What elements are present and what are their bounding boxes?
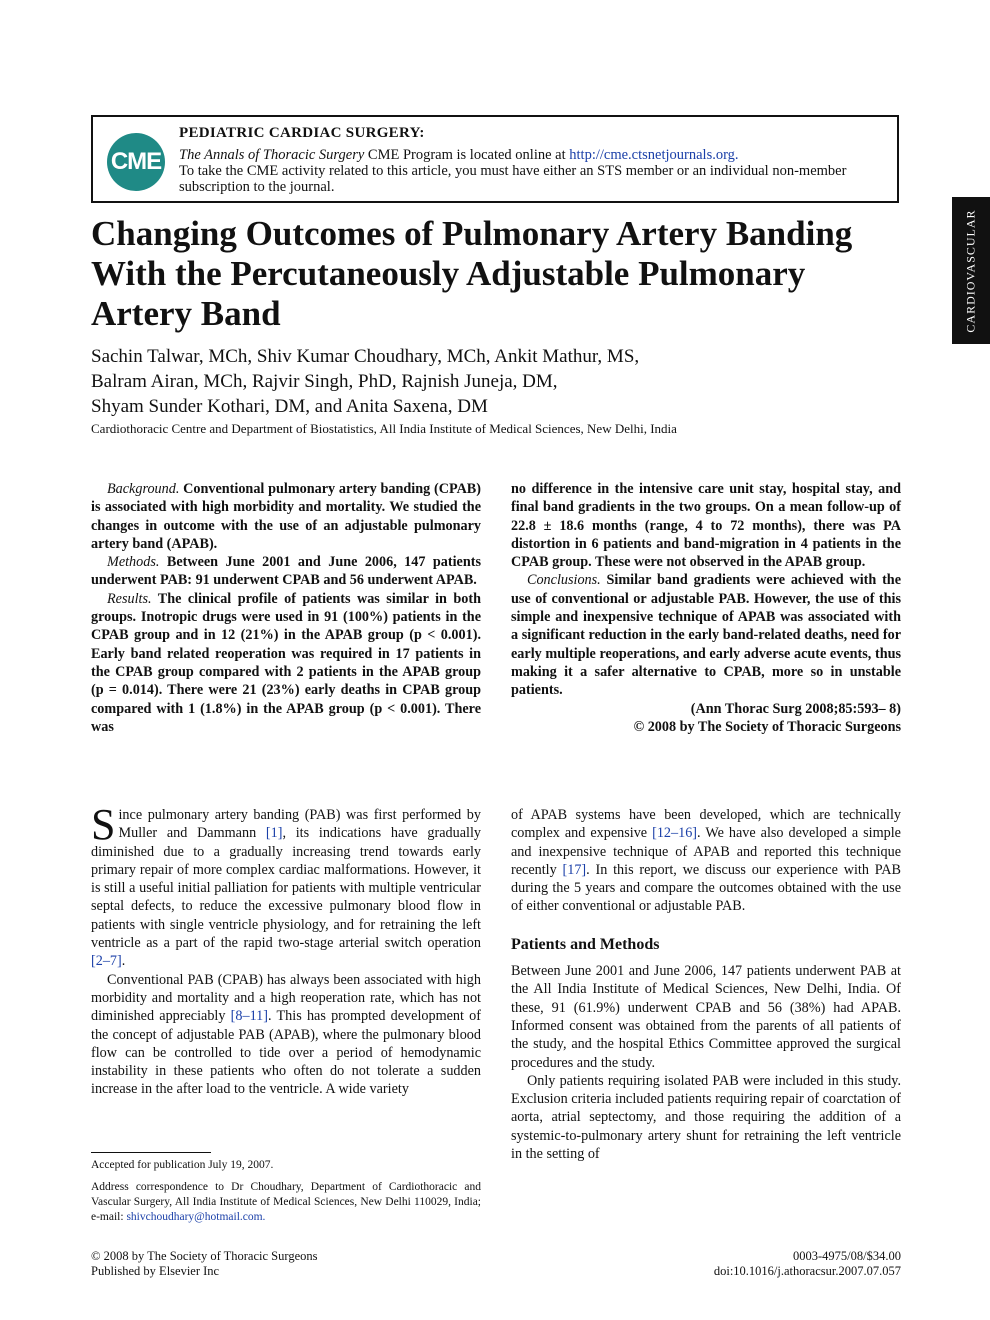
intro-text-a: ince pulmonary artery banding (PAB) was first performed by Muller and Dammann xyxy=(118,807,481,842)
abstract-citation: (Ann Thorac Surg 2008;85:593– 8) xyxy=(690,700,901,717)
methods-paragraph-1: Between June 2001 and June 2006, 147 patients underwent PAB at the All India Institute of Medical Sciences, New Delhi, India. Of these, 91 (61.9%) underwent CPAB and 56 (38%) had APAB. Informed consent was obtained from the parents of all patients of the study, and the hospital Ethics Committee approved the surgical procedures and the study. xyxy=(511,963,901,1071)
p2-text-b: . This has prompted development of the concept of adjustable PAB (APAB), where the pulmonary blood flow can be controlled to tide over a period of hemodynamic instability in these patients who often do not tolerate a sudden increase in the after load to the ventricle. A wide variety xyxy=(91,1008,481,1098)
section-side-tab xyxy=(952,197,990,344)
cme-title: PEDIATRIC CARDIAC SURGERY: xyxy=(179,125,425,141)
intro-text-c: . xyxy=(121,953,126,970)
abstract-right-column xyxy=(511,480,901,736)
intro-paragraph xyxy=(91,800,481,971)
side-tab-label: CARDIOVASCULAR xyxy=(963,208,978,333)
footer-copyright: © 2008 by The Society of Thoracic Surgeons xyxy=(91,1249,318,1263)
abstract-results-cont: no difference in the intensive care unit stay, hospital stay, and final band gradients in the two groups. On a mean follow-up of 22.8 ± 18.6 months (range, 4 to 72 months), there was PA distortion in 6 patients and band-migration in 4 patients in the CPAB group. These were not observed in the APAB group. xyxy=(511,481,901,571)
footnote-divider xyxy=(91,1152,211,1153)
footnote-accepted: Accepted for publication July 19, 2007. xyxy=(91,1159,274,1171)
footer-issn: 0003-4975/08/$34.00 xyxy=(793,1249,901,1263)
body-right-column xyxy=(511,806,901,1163)
p3-text-a: of APAB systems have been developed, which are technically complex and expensive xyxy=(511,807,901,842)
p3-text-b: . We have also developed a simple and inexpensive technique of APAB and reported this technique recently xyxy=(511,825,901,878)
authors-line-3: Shyam Sunder Kothari, DM, and Anita Saxena, DM xyxy=(91,396,488,417)
abstract-copyright: © 2008 by The Society of Thoracic Surgeons xyxy=(633,718,901,735)
footer-doi: doi:10.1016/j.athoracsur.2007.07.057 xyxy=(713,1264,901,1278)
footer-right xyxy=(600,1249,901,1279)
results-text: The clinical profile of patients was similar in both groups. Inotropic drugs were used in 91 (100%) patients in the CPAB group and in 12 (21%) in the APAB group (p < 0.001). Early band related reoperation was required in 17 patients in the CPAB group compared with 2 patients in the APAB group (p = 0.014). There were 21 (23%) early deaths in CPAB group compared with 1 (1.8%) in the APAB group (p < 0.001). There was xyxy=(91,590,481,735)
cme-text-2: To take the CME activity related to this article, you must have either an STS member or an individual non-member subscription to the journal. xyxy=(179,163,847,195)
abstract-background xyxy=(91,480,481,553)
cme-text-1: CME Program is located online at xyxy=(364,147,570,163)
footer-left xyxy=(91,1249,317,1279)
author-list xyxy=(91,344,891,419)
methods-label: Methods. xyxy=(107,554,160,571)
reference-link[interactable]: [17] xyxy=(562,861,587,878)
paragraph-3 xyxy=(511,806,901,916)
cme-logo: CME xyxy=(107,133,165,191)
footer-publisher: Published by Elsevier Inc xyxy=(91,1264,220,1278)
p3-text-c: . In this report, we discuss our experience with PAB during the 5 years and compare the outcomes obtained with the use of either conventional or adjustable PAB. xyxy=(511,861,902,915)
abstract-results xyxy=(91,590,481,736)
abstract-conclusions xyxy=(511,571,901,699)
cme-journal: The Annals of Thoracic Surgery xyxy=(179,147,365,163)
authors-line-2: Balram Airan, MCh, Rajvir Singh, PhD, Rajnish Juneja, DM, xyxy=(91,371,558,392)
conclusions-label: Conclusions. xyxy=(527,572,601,589)
authors-line-1: Sachin Talwar, MCh, Shiv Kumar Choudhary, MCh, Ankit Mathur, MS, xyxy=(91,346,640,367)
abstract-left-column xyxy=(91,480,481,736)
cme-text xyxy=(179,147,879,195)
reference-link[interactable]: [2–7] xyxy=(91,953,122,970)
methods-paragraph-2: Only patients requiring isolated PAB were included in this study. Exclusion criteria included patients requiring repair of coarctation of aorta, atrial septectomy, and those requiring the addition of a systemic-to-pulmonary artery shunt for retraining the left ventricle in the setting of xyxy=(511,1072,902,1163)
methods-text: Between June 2001 and June 2006, 147 patients underwent PAB: 91 underwent CPAB and 56 underwent APAB. xyxy=(91,554,481,589)
conclusions-text: Similar band gradients were achieved with the use of conventional or adjustable PAB. However, the use of this simple and inexpensive technique of APAB was associated with a significant reduction in the early band-related deaths, need for early multiple reoperations, and early adverse acute events, thus making it a safer alternative to CPAB, more so in unstable patients. xyxy=(511,572,901,699)
intro-text-b: , its indications have gradually diminished due to a gradually increasing trend towards early primary repair of more complex cardiac malformations. However, it is still a useful initial palliation for patients with multiple ventricular septal defects, to reduce the excessive pulmonary blood flow in patients with single ventricle physiology, and for retraining the left ventricle as a part of the rapid two-stage arterial switch operation xyxy=(91,825,481,952)
abstract-methods xyxy=(91,553,481,590)
drop-cap: S xyxy=(91,800,116,849)
article-title: Changing Outcomes of Pulmonary Artery Banding With the Percutaneously Adjustable Pulmonary Artery Band xyxy=(91,214,853,333)
background-text: Conventional pulmonary artery banding (CPAB) is associated with high morbidity and mortality. We studied the changes in outcome with the use of an adjustable pulmonary artery band (APAB). xyxy=(91,481,481,552)
affiliation: Cardiothoracic Centre and Department of Biostatistics, All India Institute of Medical Sciences, New Delhi, India xyxy=(91,421,677,436)
reference-link[interactable]: [8–11] xyxy=(230,1008,268,1025)
p2-text-a: Conventional PAB (CPAB) has always been associated with high morbidity and mortality and a high reoperation rate, which has not diminished appreciably xyxy=(91,971,481,1025)
email-link[interactable]: shivchoudhary@hotmail.com. xyxy=(126,1211,266,1223)
section-heading: Patients and Methods xyxy=(511,935,660,953)
cme-box xyxy=(91,115,899,203)
cme-url-link[interactable]: http://cme.ctsnetjournals.org. xyxy=(569,147,739,163)
reference-link[interactable]: [12–16] xyxy=(652,825,698,842)
footnote-address xyxy=(91,1180,481,1225)
reference-link[interactable]: [1] xyxy=(265,825,283,842)
address-text: Address correspondence to Dr Choudhary, Department of Cardiothoracic and Vascular Surgery, All India Institute of Medical Sciences, New Delhi 110029, India; e-mail: xyxy=(91,1181,481,1223)
body-left-column xyxy=(91,800,481,1099)
background-label: Background. xyxy=(107,481,180,497)
paragraph-2 xyxy=(91,971,481,1099)
results-label: Results. xyxy=(107,590,152,607)
